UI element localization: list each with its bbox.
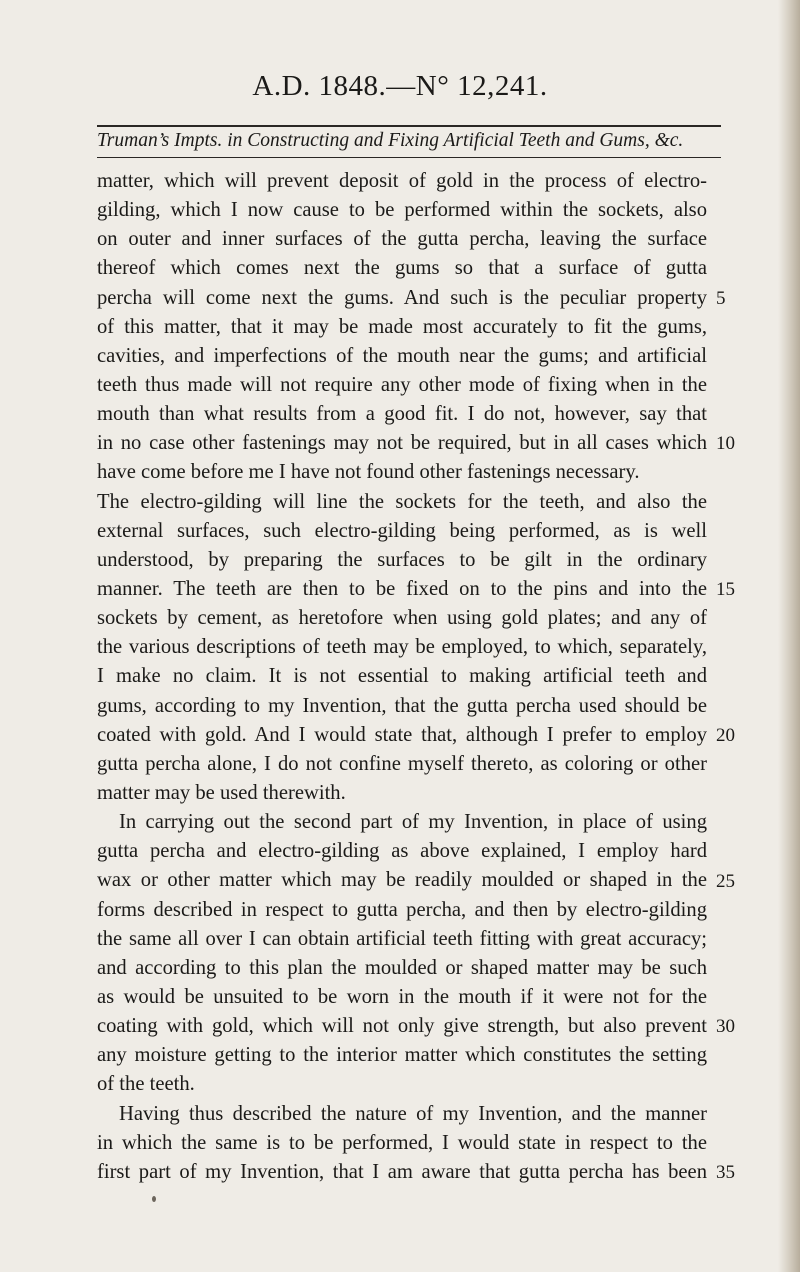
text-line: of the teeth. xyxy=(97,1073,195,1096)
text-line: mouth than what results from a good fit. I do not, however, say that xyxy=(97,403,707,426)
line-number: 15 xyxy=(716,579,735,601)
text-line: sockets by cement, as heretofore when using gold plates; and any of xyxy=(97,607,707,630)
text-line: in no case other fastenings may not be required, but in all cases which xyxy=(97,432,707,455)
header-rule-bottom xyxy=(97,157,721,158)
text-line: matter, which will prevent deposit of gold in the process of electro- xyxy=(97,170,707,192)
text-line: coating with gold, which will not only give strength, but also prevent xyxy=(97,1015,707,1038)
paragraph-start-line: In carrying out the second part of my Invention, in place of using xyxy=(119,811,707,834)
text-line: The electro-gilding will line the sockets for the teeth, and also the xyxy=(97,490,707,513)
text-line: understood, by preparing the surfaces to be gilt in the ordinary xyxy=(97,548,707,571)
text-line: first part of my Invention, that I am aware that gutta percha has been xyxy=(97,1160,707,1183)
text-line: the same all over I can obtain artificial teeth fitting with great accuracy; xyxy=(97,927,707,950)
line-number: 5 xyxy=(716,287,726,309)
text-line: external surfaces, such electro-gilding being performed, as is well xyxy=(97,519,707,542)
text-line: of this matter, that it may be made most accurately to fit the gums, xyxy=(97,315,707,338)
header-rule-top xyxy=(97,125,721,127)
line-number: 20 xyxy=(716,724,735,746)
text-line: any moisture getting to the interior matter which constitutes the setting xyxy=(97,1044,707,1067)
text-line: forms described in respect to gutta percha, and then by electro-gilding xyxy=(97,898,707,921)
running-head: Truman’s Impts. in Constructing and Fixing Artificial Teeth and Gums, &c. xyxy=(97,130,684,151)
line-number: 35 xyxy=(716,1162,735,1184)
text-line: thereof which comes next the gums so that a surface of gutta xyxy=(97,257,707,280)
text-line: gutta percha and electro-gilding as above explained, I employ hard xyxy=(97,840,707,863)
text-line: the various descriptions of teeth may be employed, to which, separately, xyxy=(97,636,707,659)
document-title: A.D. 1848.—N° 12,241. xyxy=(252,70,548,102)
paragraph-start-line: Having thus described the nature of my Invention, and the manner xyxy=(119,1102,707,1125)
text-line: gutta percha alone, I do not confine myself thereto, as coloring or other xyxy=(97,752,707,775)
text-line: in which the same is to be performed, I would state in respect to the xyxy=(97,1131,707,1154)
text-line: I make no claim. It is not essential to making artificial teeth and xyxy=(97,665,707,688)
line-number: 25 xyxy=(716,870,735,892)
line-number: 30 xyxy=(716,1016,735,1038)
text-line: gums, according to my Invention, that the gutta percha used should be xyxy=(97,694,707,717)
text-line: manner. The teeth are then to be fixed on to the pins and into the xyxy=(97,577,707,600)
text-line: coated with gold. And I would state that, although I prefer to employ xyxy=(97,723,707,746)
body-text xyxy=(97,167,707,1187)
text-line: as would be unsuited to be worn in the mouth if it were not for the xyxy=(97,985,707,1008)
text-line: matter may be used therewith. xyxy=(97,781,346,804)
text-line: percha will come next the gums. And such is the peculiar property xyxy=(97,286,707,309)
ink-speck xyxy=(152,1196,156,1202)
text-line: cavities, and imperfections of the mouth near the gums; and artificial xyxy=(97,344,707,367)
line-number: 10 xyxy=(716,433,735,455)
text-line: and according to this plan the moulded or shaped matter may be such xyxy=(97,956,707,979)
text-line: on outer and inner surfaces of the gutta percha, leaving the surface xyxy=(97,228,707,251)
text-line: wax or other matter which may be readily moulded or shaped in the xyxy=(97,869,707,892)
page-edge-shadow xyxy=(778,0,800,1272)
text-line: teeth thus made will not require any other mode of fixing when in the xyxy=(97,373,707,396)
text-line: gilding, which I now cause to be performed within the sockets, also xyxy=(97,199,707,222)
text-line: have come before me I have not found other fastenings necessary. xyxy=(97,461,640,484)
